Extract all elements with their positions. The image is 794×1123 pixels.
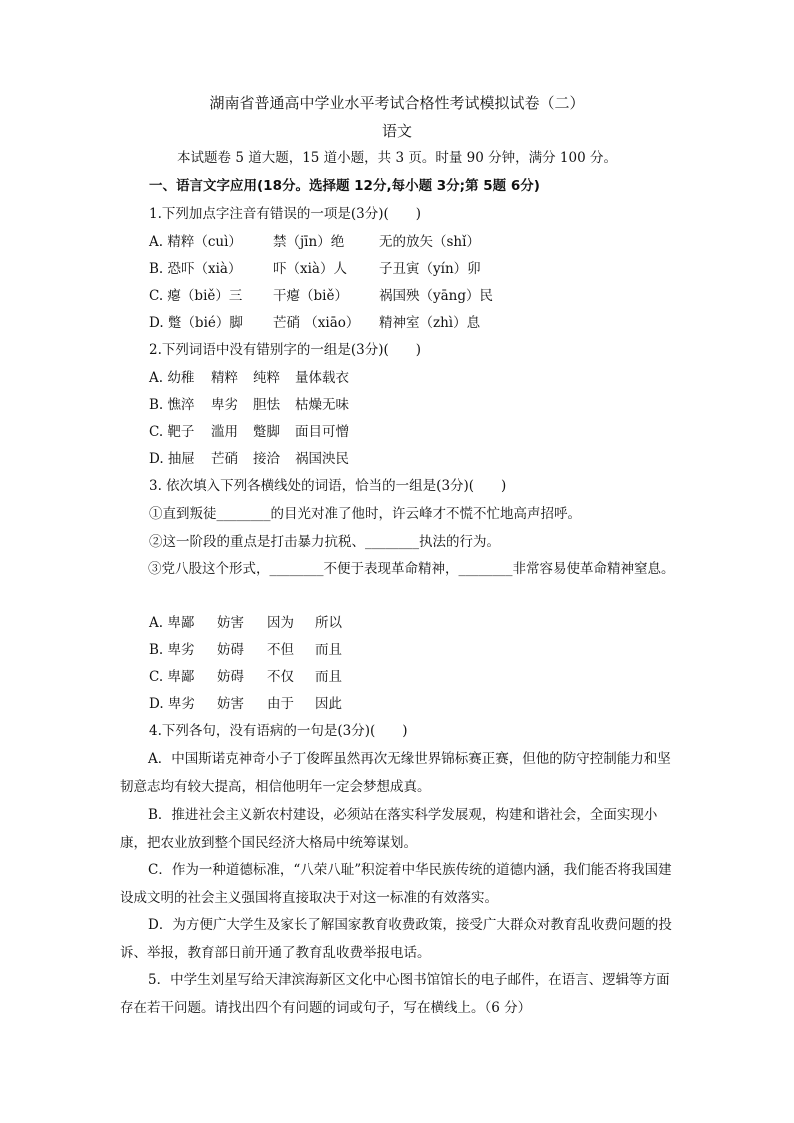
subject-label: 语文 <box>381 122 412 140</box>
option-item: D. 蹩（bié）脚 <box>149 315 243 331</box>
question-4-option-d: D．为方便广大学生及家长了解国家教育收费政策，接受广大群众对教育乱收费问题的投诉、举报，教育部日前开通了教育乱收费举报电话。 <box>120 917 672 961</box>
option-item: C. 卑鄙 <box>149 669 195 685</box>
question-4-option-c: C．作为一种道德标准，“八荣八耻”积淀着中华民族传统的道德内涵，我们能否将我国建设成文明的社会主义强国将直接取决于对这一标准的有效落实。 <box>120 862 672 906</box>
question-3-sentence-1: ①直到叛徒________的目光对准了他时，许云峰才不慌不忙地高声招呼。 <box>149 506 581 522</box>
question-3-sentence-2: ②这一阶段的重点是打击暴力抗税、________执法的行为。 <box>149 534 500 550</box>
option-item: A. 幼稚 <box>149 370 195 386</box>
option-item: A. 卑鄙 <box>149 615 195 631</box>
option-item: 胆怯 <box>253 397 280 413</box>
option-item: 蹩脚 <box>253 424 280 440</box>
question-5-stem: 5．中学生刘星写给天津滨海新区文化中心图书馆馆长的电子邮件，在语言、逻辑等方面存在若干问题。请找出四个有问题的词或句子，写在横线上。（6 分） <box>120 972 670 1016</box>
option-item: 由于 <box>267 696 294 712</box>
option-item: B. 恐吓（xià） <box>149 261 242 277</box>
option-item: 祸国泱民 <box>295 451 349 467</box>
option-item: 纯粹 <box>253 370 280 386</box>
option-item: 因此 <box>315 696 342 712</box>
question-4-stem: 4.下列各句，没有语病的一句是(3分)( ) <box>149 723 408 739</box>
exam-title: 湖南省普通高中学业水平考试合格性考试模拟试卷（二） <box>209 94 585 112</box>
option-item: 祸国殃（yāng）民 <box>379 288 494 304</box>
option-item: 妨碍 <box>217 669 244 685</box>
option-item: 而且 <box>315 642 342 658</box>
question-3-stem: 3. 依次填入下列各横线处的词语，恰当的一组是(3分)( ) <box>149 478 507 494</box>
option-item: 滥用 <box>211 424 238 440</box>
option-item: 面目可憎 <box>295 424 349 440</box>
option-item: 接洽 <box>253 451 280 467</box>
question-4-option-a: A．中国斯诺克神奇小子丁俊晖虽然再次无缘世界锦标赛正赛，但他的防守控制能力和坚韧意志均有较大提高，相信他明年一定会梦想成真。 <box>120 751 671 795</box>
option-item: C. 瘪（biě）三 <box>149 288 243 304</box>
option-item: 卑劣 <box>211 397 238 413</box>
option-item: B. 憔淬 <box>149 397 195 413</box>
question-4-option-b: B．推进社会主义新农村建设，必须站在落实科学发展观，构建和谐社会，全面实现小康，把农业放到整个国民经济大格局中统筹谋划。 <box>120 807 658 851</box>
option-item: 干瘪（biě） <box>273 288 348 304</box>
question-3-sentence-3: ③党八股这个形式，________不便于表现革命精神，________非常容易使革命精神窒息。 <box>148 561 675 577</box>
option-item: 无的放矢（shǐ） <box>379 234 480 250</box>
option-item: 不仅 <box>267 669 294 685</box>
option-item: C. 靶子 <box>149 424 195 440</box>
question-2-stem: 2.下列词语中没有错别字的一组是(3分)( ) <box>149 342 422 358</box>
option-item: 精粹 <box>211 370 238 386</box>
question-1-stem: 1.下列加点字注音有错误的一项是(3分)( ) <box>149 206 422 222</box>
option-item: 禁（jīn）绝 <box>273 234 345 250</box>
option-item: 芒硝 <box>211 451 238 467</box>
option-item: 而且 <box>315 669 342 685</box>
option-item: 妨碍 <box>217 642 244 658</box>
option-item: 枯燥无味 <box>295 397 349 413</box>
option-item: 因为 <box>267 615 294 631</box>
option-item: 不但 <box>267 642 294 658</box>
option-item: 量体载衣 <box>295 370 349 386</box>
section-heading: 一、语言文字应用(18分。选择题 12分,每小题 3分;第 5题 6分) <box>149 178 540 194</box>
option-item: D. 抽屉 <box>149 451 195 467</box>
option-item: 妨害 <box>217 696 244 712</box>
option-item: 吓（xià）人 <box>273 261 347 277</box>
option-item: 精神室（zhì）息 <box>379 315 481 331</box>
exam-intro: 本试题卷 5 道大题，15 道小题，共 3 页。时量 90 分钟，满分 100 分。 <box>177 150 617 166</box>
option-item: B. 卑劣 <box>149 642 195 658</box>
option-item: 妨害 <box>217 615 244 631</box>
option-item: 所以 <box>315 615 342 631</box>
option-item: D. 卑劣 <box>149 696 195 712</box>
option-item: 子丑寅（yín）卯 <box>379 261 481 277</box>
option-item: 芒硝 （xiāo） <box>273 315 360 331</box>
option-item: A. 精粹（cuì） <box>149 234 242 250</box>
